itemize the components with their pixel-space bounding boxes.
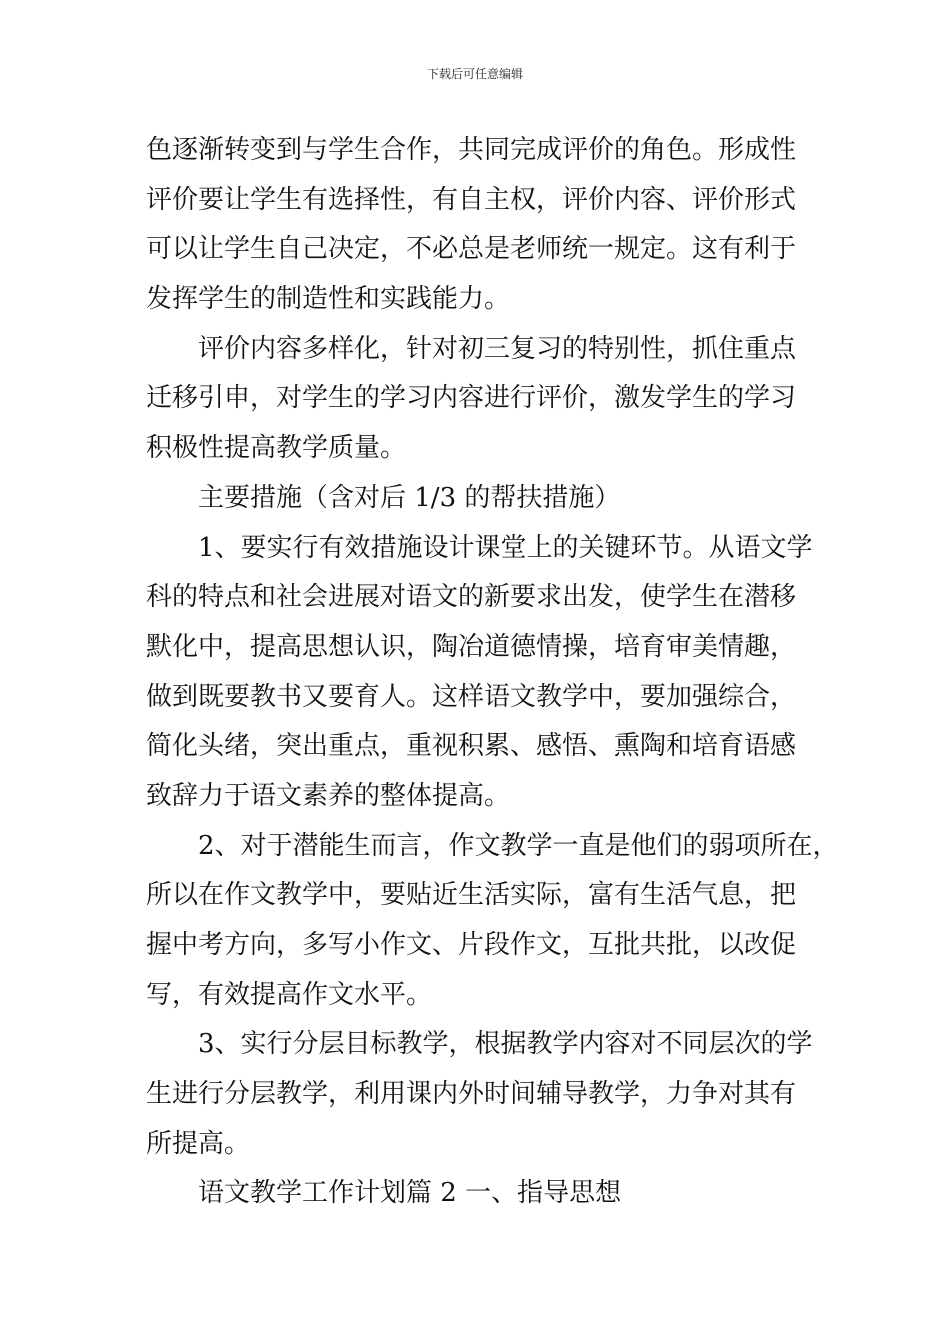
text-line: 所提高。 [146, 1128, 251, 1159]
text-line: 握中考方向，多写小作文、片段作文，互批共批，以改促 [146, 930, 797, 960]
text-line: 发挥学生的制造性和实践能力。 [146, 284, 511, 315]
text-line: 语文教学工作计划篇 2 一、指导思想 [198, 1178, 622, 1209]
text-line: 所以在作文教学中，要贴近生活实际，富有生活气息，把 [146, 880, 797, 911]
text-line: 做到既要教书又要育人。这样语文教学中，要加强综合， [146, 681, 797, 712]
text-line: 色逐渐转变到与学生合作，共同完成评价的角色。形成性 [146, 135, 797, 165]
text-line: 简化头绪，突出重点，重视积累、感悟、熏陶和培育语感 [146, 731, 797, 762]
text-line: 积极性提高教学质量。 [146, 433, 407, 464]
text-line: 评价内容多样化，针对初三复习的特别性，抓住重点 [198, 333, 797, 364]
text-line: 可以让学生自己决定，不必总是老师统一规定。这有利于 [146, 234, 797, 265]
text-line: 科的特点和社会进展对语文的新要求出发，使学生在潜移 [146, 582, 797, 613]
text-line: 主要措施（含对后 1/3 的帮扶措施） [198, 482, 621, 513]
text-line: 2、对于潜能生而言，作文教学一直是他们的弱项所在， [198, 830, 839, 861]
document-body [146, 126, 839, 1219]
text-line: 生进行分层教学，利用课内外时间辅导教学，力争对其有 [146, 1079, 797, 1110]
text-line: 3、实行分层目标教学，根据教学内容对不同层次的学 [198, 1029, 813, 1060]
text-line: 默化中，提高思想认识，陶冶道德情操，培育审美情趣， [146, 631, 797, 662]
text-line: 1、要实行有效措施设计课堂上的关键环节。从语文学 [198, 532, 813, 563]
text-line: 迁移引申，对学生的学习内容进行评价，激发学生的学习 [146, 383, 797, 414]
text-line: 致辞力于语文素养的整体提高。 [146, 780, 511, 811]
page-header: 下载后可任意编辑 [426, 67, 523, 81]
text-line: 评价要让学生有选择性，有自主权，评价内容、评价形式 [146, 184, 797, 215]
text-line: 写，有效提高作文水平。 [146, 979, 433, 1010]
